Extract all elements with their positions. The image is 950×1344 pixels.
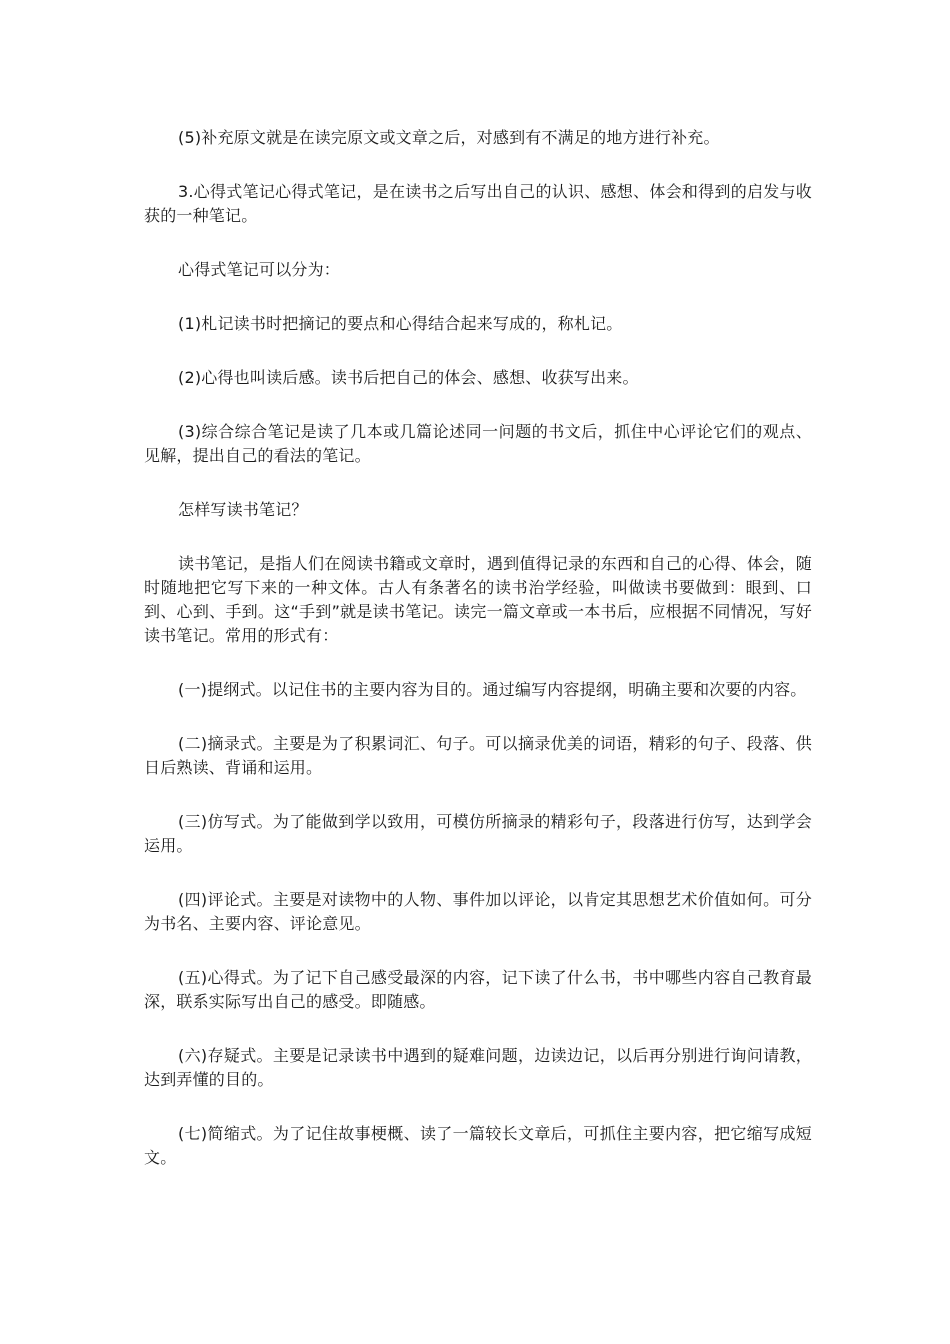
list-item-reflection-style: (五)心得式。为了记下自己感受最深的内容，记下读了什么书，书中哪些内容自己教育最深，联系实际写出自己的感受。即随感。	[144, 968, 812, 1011]
paragraph-reading-notes-definition: 读书笔记，是指人们在阅读书籍或文章时，遇到值得记录的东西和自己的心得、体会，随时随地把它写下来的一种文体。古人有条著名的读书治学经验，叫做读书要做到：眼到、口到、心到、手到。这“手到”就是读书笔记。读完一篇文章或一本书后，应根据不同情况，写好读书笔记。常用的形式有：	[144, 554, 812, 645]
list-item-review-style: (四)评论式。主要是对读物中的人物、事件加以评论，以肯定其思想艺术价值如何。可分为书名、主要内容、评论意见。	[144, 890, 812, 933]
paragraph-supplement-original: (5)补充原文就是在读完原文或文章之后，对感到有不满足的地方进行补充。	[178, 128, 720, 147]
paragraph-zonghe: (3)综合综合笔记是读了几本或几篇论述同一问题的书文后，抓住中心评论它们的观点、见解，提出自己的看法的笔记。	[144, 422, 812, 465]
list-item-question-style: (六)存疑式。主要是记录读书中遇到的疑难问题，边读边记，以后再分别进行询问请教，达到弄懂的目的。	[144, 1046, 812, 1089]
paragraph-reflection-notes: 3.心得式笔记心得式笔记，是在读书之后写出自己的认识、感想、体会和得到的启发与收获的一种笔记。	[144, 182, 812, 225]
list-item-outline-style: (一)提纲式。以记住书的主要内容为目的。通过编写内容提纲，明确主要和次要的内容。	[178, 680, 807, 699]
section-heading-how-to-write: 怎样写读书笔记？	[178, 500, 308, 519]
paragraph-xinde: (2)心得也叫读后感。读书后把自己的体会、感想、收获写出来。	[178, 368, 639, 387]
document-body	[144, 126, 812, 1200]
paragraph-reflection-types-intro: 心得式笔记可以分为：	[178, 260, 341, 279]
list-item-abridged-style: (七)简缩式。为了记住故事梗概、读了一篇较长文章后，可抓住主要内容，把它缩写成短文。	[144, 1124, 812, 1167]
paragraph-zhaji: (1)札记读书时把摘记的要点和心得结合起来写成的，称札记。	[178, 314, 623, 333]
list-item-excerpt-style: (二)摘录式。主要是为了积累词汇、句子。可以摘录优美的词语，精彩的句子、段落、供日后熟读、背诵和运用。	[144, 734, 812, 777]
list-item-imitation-style: (三)仿写式。为了能做到学以致用，可模仿所摘录的精彩句子，段落进行仿写，达到学会运用。	[144, 812, 812, 855]
